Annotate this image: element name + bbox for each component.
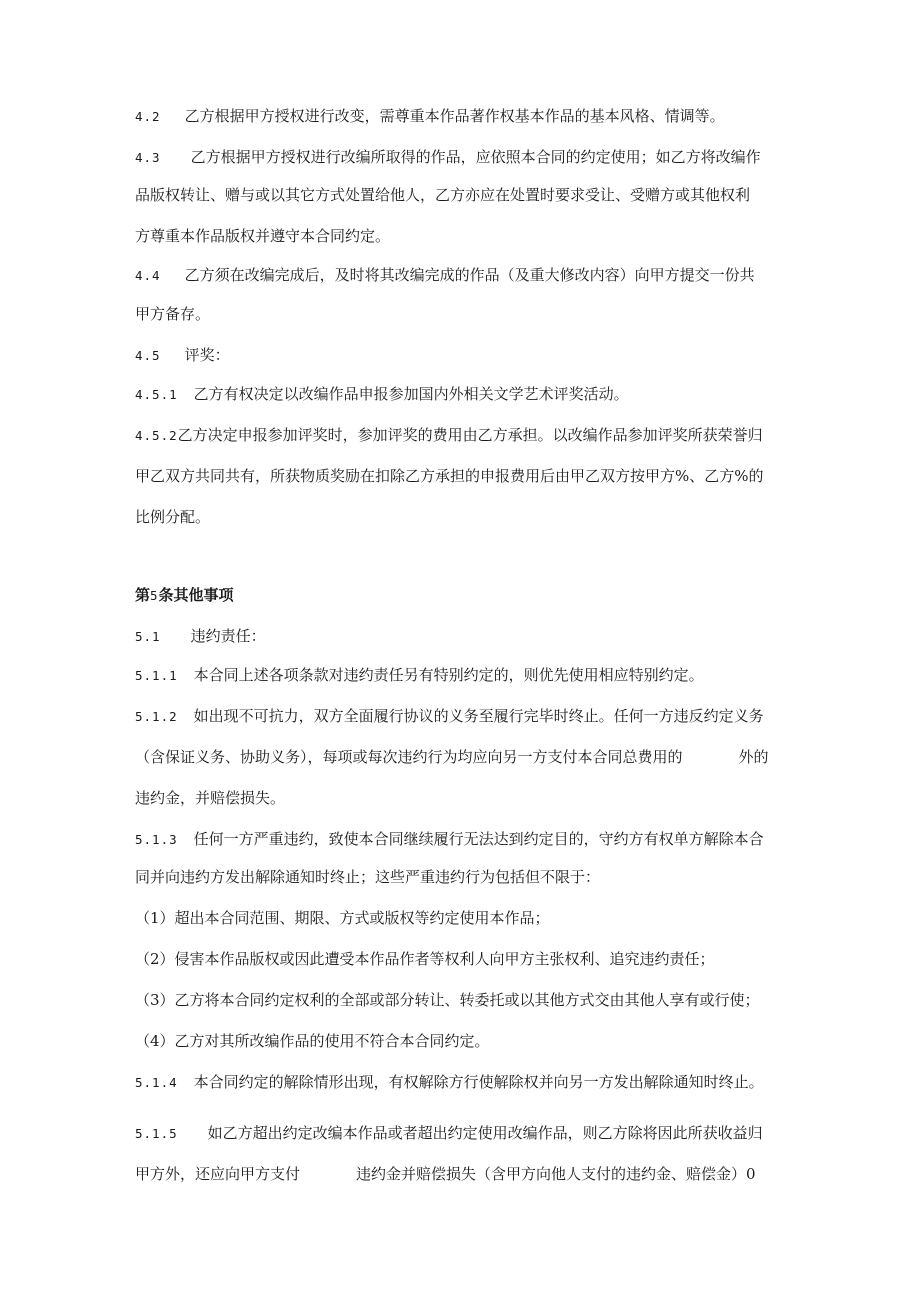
- clause-4-3: [135, 147, 761, 168]
- clause-number: 4.4: [135, 268, 161, 283]
- clause-number: 5.1.1: [135, 668, 178, 683]
- clause-number: 4.5.2: [135, 428, 178, 443]
- clause-text: 乙方根据甲方授权进行改编所取得的作品，应依照本合同的约定使用；如乙方将改编作: [190, 148, 761, 166]
- clause-5-1-5: [135, 1123, 763, 1144]
- clause-text: 外的: [738, 748, 769, 766]
- clause-text: 如出现不可抗力，双方全面履行协议的义务至履行完毕时终止。任何一方违反约定义务: [193, 707, 764, 725]
- clause-4-4-line2: 甲方备存。: [135, 305, 211, 323]
- clause-5-1-1: [135, 665, 704, 686]
- clause-number: 4.5: [135, 348, 161, 363]
- clause-number: 5.1.3: [135, 832, 178, 847]
- clause-text: 甲方外，还应向甲方支付: [135, 1165, 301, 1183]
- clause-5-1-2: [135, 706, 764, 727]
- clause-4-5-1: [135, 384, 629, 405]
- list-item: （2）侵害本作品版权或因此遭受本作品作者等权利人向甲方主张权利、追究违约责任；: [135, 950, 715, 968]
- clause-5-1-2-line2: [135, 747, 769, 767]
- list-item: （1）超出本合同范围、期限、方式或版权等约定使用本作品；: [135, 909, 550, 927]
- clause-text: 任何一方严重违约，致使本合同继续履行无法达到约定目的，守约方有权单方解除本合: [193, 830, 764, 848]
- clause-4-5-2-line2: 甲乙双方共同共有，所获物质奖励在扣除乙方承担的申报费用后由甲乙双方按甲方%、乙方%的: [135, 467, 764, 485]
- clause-4-3-line2: 品版权转让、赠与或以其它方式处置给他人，乙方亦应在处置时要求受让、受赠方或其他权利: [135, 186, 751, 204]
- clause-number: 4.3: [135, 150, 161, 165]
- clause-text: 本合同约定的解除情形出现，有权解除方行使解除权并向另一方发出解除通知时终止。: [193, 1073, 764, 1091]
- clause-text: 评奖：: [184, 346, 230, 364]
- clause-number: 5.1.5: [135, 1126, 178, 1141]
- clause-text: 乙方根据甲方授权进行改变，需尊重本作品著作权基本作品的基本风格、情调等。: [184, 107, 725, 125]
- clause-5-1-4: [135, 1072, 764, 1093]
- clause-number: 4.5.1: [135, 387, 178, 402]
- clause-number: 5.1.2: [135, 709, 178, 724]
- clause-5-1-5-line2: [135, 1164, 756, 1184]
- clause-5-1-3-line2: 同并向违约方发出解除通知时终止；这些严重违约行为包括但不限于：: [135, 868, 601, 886]
- clause-4-4: [135, 265, 755, 286]
- list-item: （4）乙方对其所改编作品的使用不符合本合同约定。: [135, 1032, 490, 1050]
- clause-4-5-2-line3: 比例分配。: [135, 508, 211, 526]
- clause-text: 违约责任：: [190, 627, 266, 645]
- clause-4-5: [135, 345, 230, 366]
- heading-number: 5: [150, 588, 159, 603]
- list-item: （3）乙方将本合同约定权利的全部或部分转让、转委托或以其他方式交由其他人享有或行使；: [135, 991, 760, 1009]
- clause-5-1: [135, 626, 266, 647]
- clause-text: 乙方有权决定以改编作品申报参加国内外相关文学艺术评奖活动。: [193, 385, 629, 403]
- heading-prefix: 第: [135, 586, 151, 604]
- clause-number: 5.1.4: [135, 1075, 178, 1090]
- clause-4-5-2: [135, 425, 763, 446]
- clause-number: 4.2: [135, 109, 161, 124]
- clause-4-3-line3: 方尊重本作品版权并遵守本合同约定。: [135, 227, 391, 245]
- clause-text: 如乙方超出约定改编本作品或者超出约定使用改编作品，则乙方除将因此所获收益归: [207, 1124, 763, 1142]
- article-5-heading: [135, 585, 234, 606]
- clause-text: 本合同上述各项条款对违约责任另有特别约定的，则优先使用相应特别约定。: [193, 666, 704, 684]
- clause-number: 5.1: [135, 629, 161, 644]
- clause-text: 违约金并赔偿损失（含甲方向他人支付的违约金、赔偿金）0: [356, 1165, 756, 1183]
- clause-4-2: [135, 106, 725, 127]
- heading-title: 条其他事项: [158, 586, 234, 604]
- clause-text: 乙方须在改编完成后，及时将其改编完成的作品（及重大修改内容）向甲方提交一份共: [184, 266, 755, 284]
- clause-5-1-2-line3: 违约金，并赔偿损失。: [135, 789, 286, 807]
- clause-text: （含保证义务、协助义务），每项或每次违约行为均应向另一方支付本合同总费用的: [135, 748, 683, 766]
- clause-text: 乙方决定申报参加评奖时，参加评奖的费用由乙方承担。以改编作品参加评奖所获荣誉归: [177, 426, 763, 444]
- clause-5-1-3: [135, 829, 764, 850]
